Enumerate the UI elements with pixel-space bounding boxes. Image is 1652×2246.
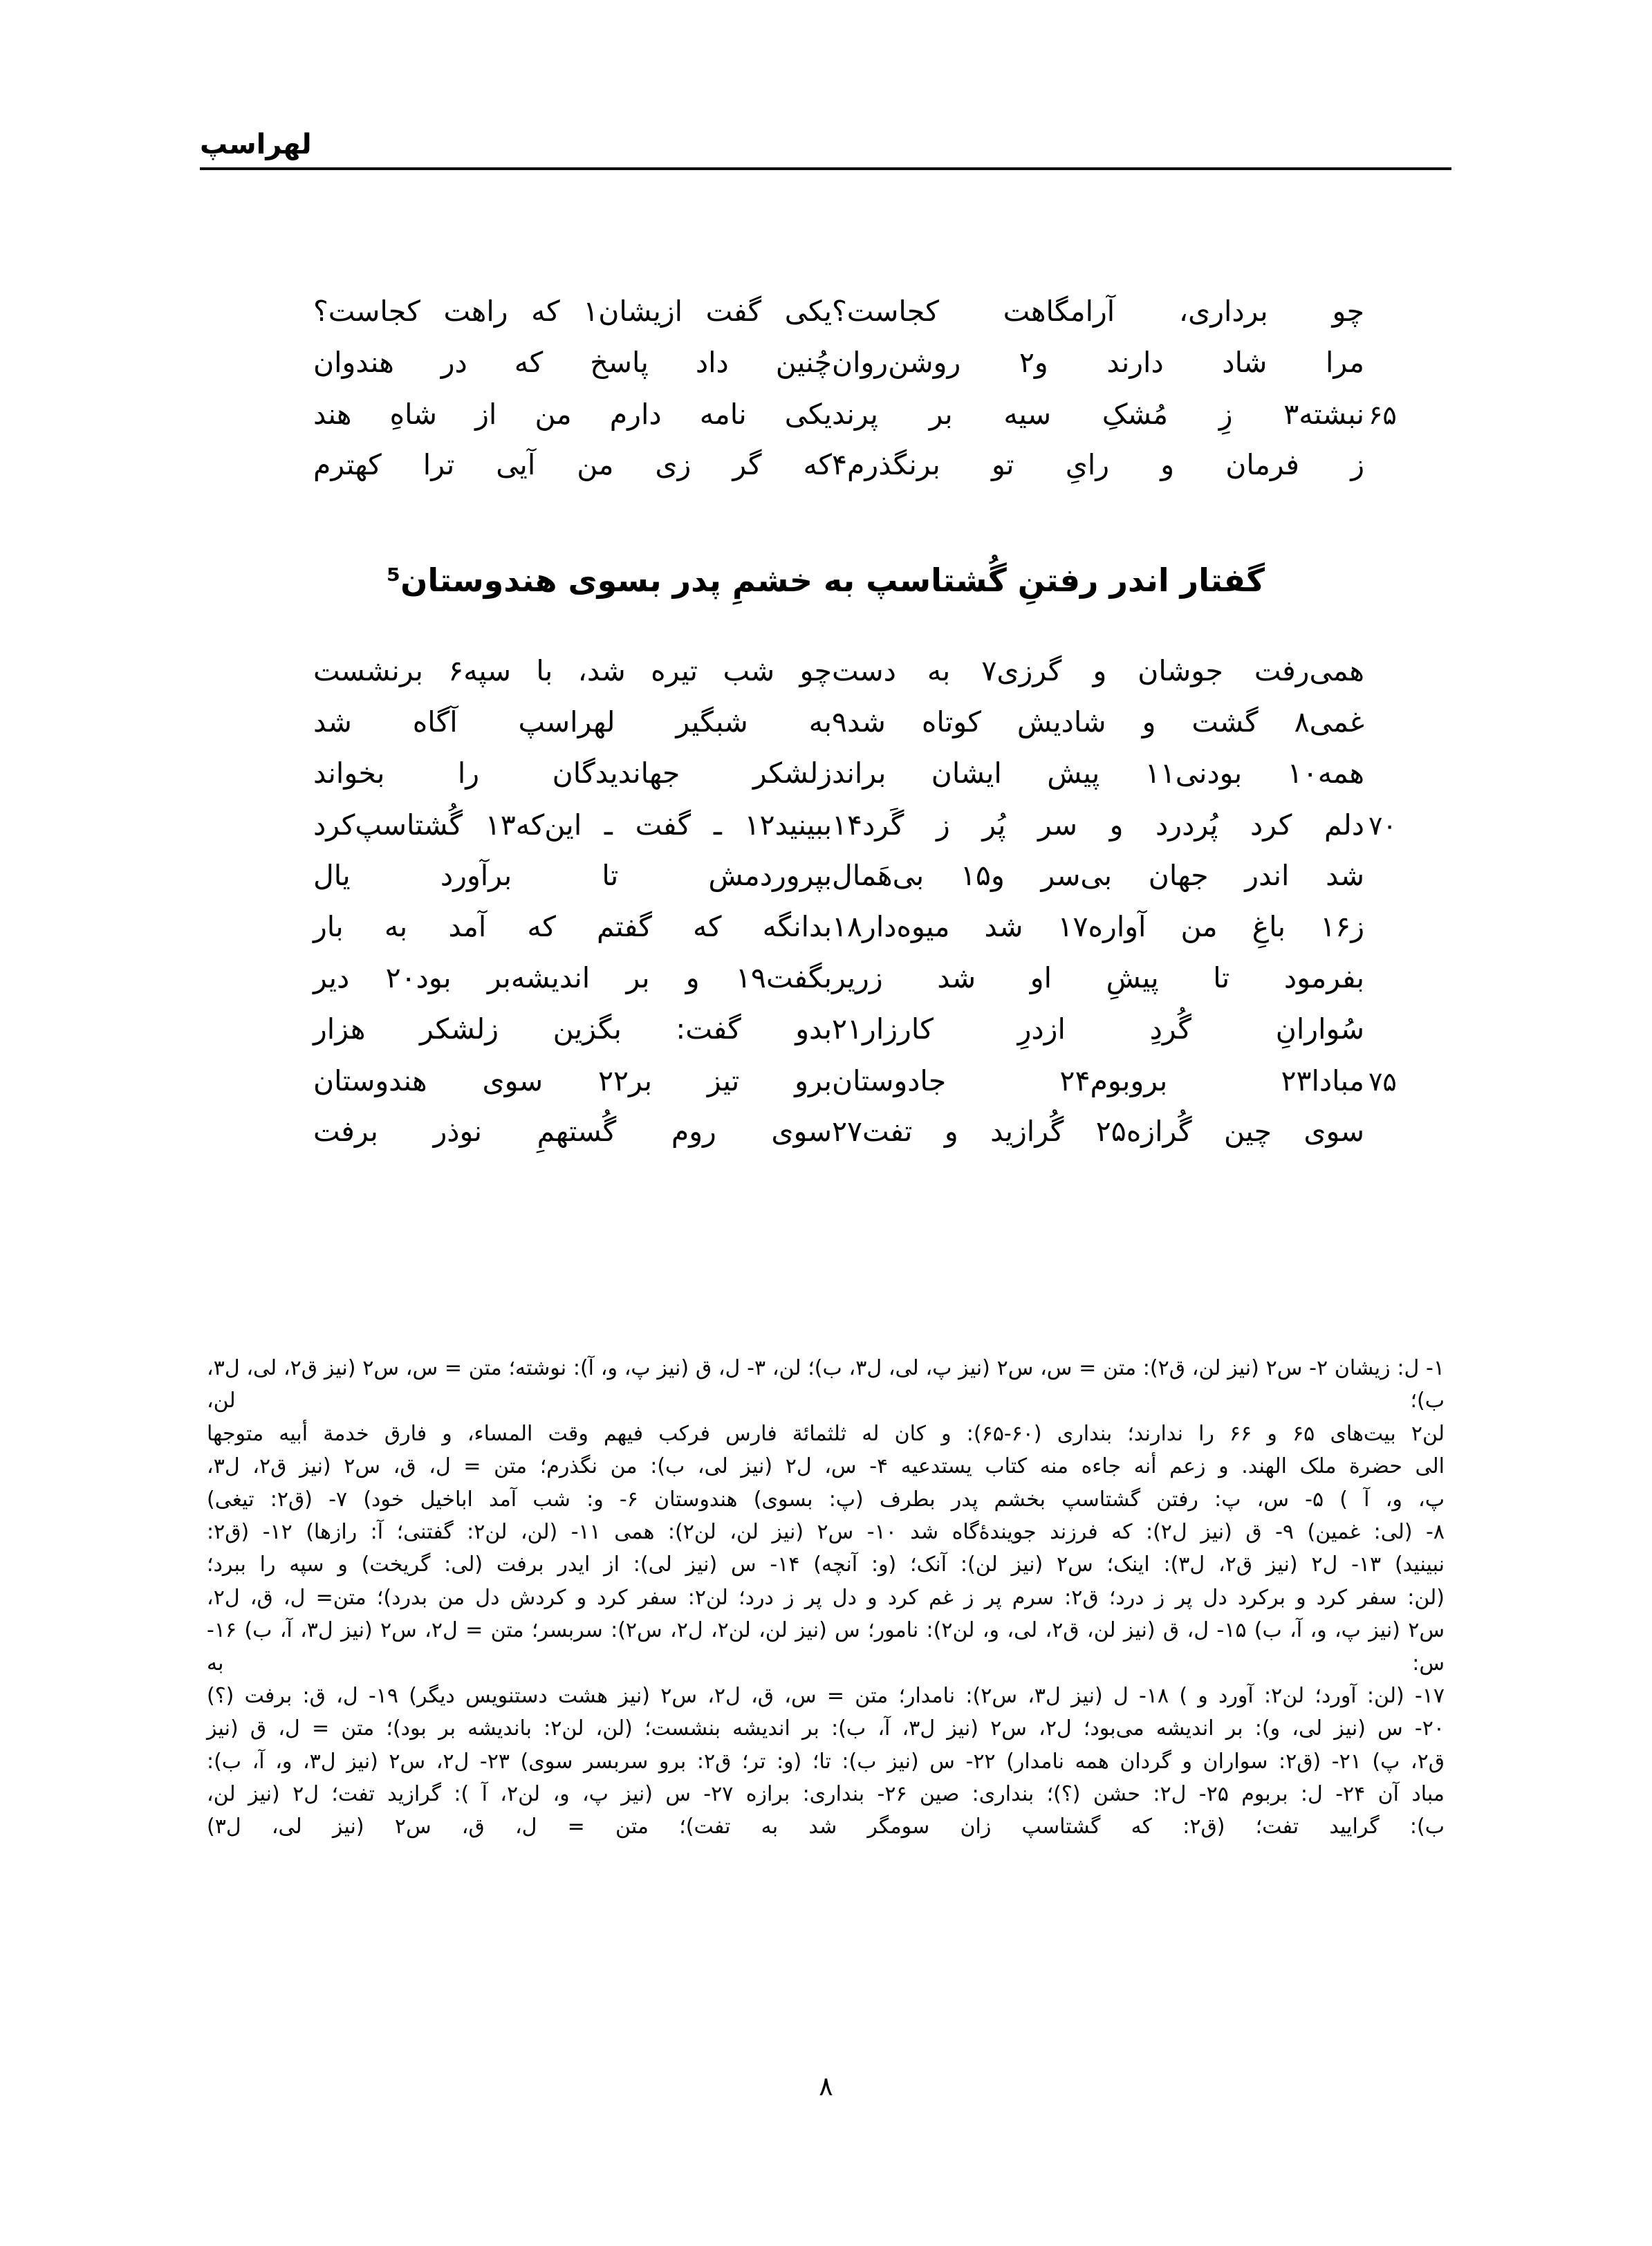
verse-line [200,297,1451,349]
hemistich-right: به شبگیر لهراسپ آگاه شد [313,705,832,739]
verse-line [200,810,1451,862]
verse-number: ۶۵ [1368,400,1397,430]
hemistich-right: بپروردمش تا برآورد یال [313,859,832,892]
hemistich-right: چُنین داد پاسخ که در هندوان [313,346,832,379]
apparatus-line: س۲ (نیز پ، و، آ، ب) ۱۵- ل، ق (نیز لن، ق۲، لی، و، لن۲): نامور؛ س (نیز لن، لن۲، ل۲، س۲): سربسر؛ متن = ل۲، س۲ (نیز ل۳، آ، ب) ۱۶- س: به [207,1618,1445,1676]
verse-line [200,705,1451,759]
verse-line [200,1117,1451,1169]
verse-line [200,961,1451,1015]
verse-line [200,1012,1451,1066]
apparatus-line: ق۲، پ) ۲۱- (ق۲: سواران و گردان همه نامدار) ۲۲- س (نیز ب): تا؛ (و: تر؛ ق۲: برو سربسر سوی) ۲۳- ل۲، س۲ (نیز ل۳، و، آ، ب): [207,1749,1445,1774]
hemistich-left: مبادا۲۳ بروبوم۲۴ جادوستان [832,1064,1364,1097]
apparatus-line: ب): گرایید تفت؛ (ق۲: که گشتاسپ زان سومگر شد به تفت)؛ متن = ل، ق، س۲ (نیز لی، ل۳) [207,1815,1445,1839]
hemistich-left: مرا شاد دارند و۲ روشن‌روان [832,346,1364,379]
hemistich-left: سوی چین گُرازه۲۵ گُرازید و تفت۲۷ [832,1115,1364,1148]
hemistich-right: یکی نامه دارم من از شاهِ هند [313,398,832,431]
verse-line [200,448,1451,502]
verse-block-stanza-two [200,654,1451,1169]
verse-line [200,910,1451,964]
hemistich-right: زلشکر جهاندیدگان را بخواند [313,757,832,790]
apparatus-line: نبینید) ۱۳- ل۲ (نیز ق۲، ل۳): اینک؛ س۲ (نیز لن): آنک؛ (و: آنچه) ۱۴- س (نیز لی): از ایدر برفت (لی: گریخت) و سپه را ببرد؛ [207,1552,1445,1577]
apparatus-line: ۱۷- (لن: آورد؛ لن۲: آورد و ) ۱۸- ل (نیز ل۳، س۲): نامدار؛ متن = س، ق، ل۲، س۲ (نیز هشت دستنویس دیگر) ۱۹- ل، ق: برفت (؟) [207,1683,1445,1708]
verse-line [200,346,1451,400]
hemistich-right: سوی روم گُستهمِ نوذر برفت [313,1115,832,1148]
apparatus-criticus [207,1352,1445,1844]
verse-number: ۷۵ [1368,1066,1397,1097]
hemistich-right: بدو گفت: بگزین زلشکر هزار [313,1012,832,1046]
hemistich-left: شد اندر جهان بی‌سر و۱۵ بی‌هَمال [832,859,1364,892]
hemistich-right: یکی گفت ازیشان۱ که راهت کجاست؟ [313,295,832,328]
hemistich-left: ز۱۶ باغِ من آواره۱۷ شد میوه‌دار۱۸ [832,910,1364,943]
verse-line [200,759,1451,810]
hemistich-left: بفرمود تا پیشِ او شد زریر [832,961,1364,994]
hemistich-left: همه۱۰ بودنی۱۱ پیش ایشان براند [832,757,1364,790]
apparatus-line: ۸- (لی: غمین) ۹- ق (نیز ل۲): که فرزند جویندهٔ‌گاه شد ۱۰- س۲ (نیز لن، لن۲): همی ۱۱- (لن، لن۲: گفتنی؛ آ: رازها) ۱۲- (ق۲: [207,1519,1445,1544]
hemistich-left: نبشته۳ زِ مُشکِ سیه بر پرند [832,398,1364,431]
apparatus-line: ۱- ل: زیشان ۲- س۲ (نیز لن، ق۲): متن = س، س۲ (نیز پ، لی، ل۳، ب)؛ لن، ۳- ل، ق (نیز پ، و، آ): نوشته؛ متن = س، س۲ (نیز ق۲، لی، ل۳، ب)؛ لن، [207,1356,1445,1413]
hemistich-right: چو شب تیره شد، با سپه۶ برنشست [313,654,832,687]
running-head [200,129,1451,170]
hemistich-left: دلم کرد پُردرد و سر پُر ز گَرد۱۴ [832,808,1364,842]
verse-line [200,1066,1451,1117]
section-heading: گفتار اندر رفتنِ گُشتاسپ به خشمِ پدر بسوی هندوستان⁵ [386,562,1265,599]
verse-line [200,859,1451,913]
hemistich-left: ز فرمان و رایِ تو برنگذرم۴ [832,448,1364,481]
hemistich-right: بگفت۱۹ و بر اندیشه‌بر بود۲۰ دیر [313,961,833,994]
hemistich-left: سُوارانِ گُردِ ازدرِ کارزار۲۱ [832,1012,1364,1046]
apparatus-line: مباد آن ۲۴- ل: بربوم ۲۵- ل۲: حشن (؟)؛ بنداری: صین ۲۶- بنداری: برازه ۲۷- س (نیز پ، و، لن۲، آ ): گرازید تفت؛ ل۲ (نیز لن، [207,1782,1445,1807]
verse-number: ۷۰ [1368,810,1397,841]
header-divider-rule [200,167,1451,170]
hemistich-right: برو تیز بر۲۲ سوی هندوستان [313,1064,832,1097]
hemistich-left: غمی۸ گشت و شادیش کوتاه شد۹ [832,705,1364,739]
verse-line [200,654,1451,708]
apparatus-line: الی حضرة ملک الهند. و زعم أنه جاءه منه کتاب یستدعیه ۴- س، ل۲ (نیز لی، ب): من نگذرم؛ متن = ل، ق، س۲ (نیز ق۲، ل۳، [207,1454,1445,1479]
verse-block-stanza-one [200,297,1451,502]
apparatus-line: (لن: سفر کرد و برکرد دل پر ز درد؛ ق۲: سرم پر ز غم کرد و دل پر ز درد؛ لن۲: سفر کرد و کردش دل من بدرد)؛ متن= ل، ق، ل۲، [207,1585,1445,1610]
page-number: ۸ [819,2071,833,2101]
hemistich-right: ببینید۱۲ ـ گفت ـ این‌که۱۳ گُشتاسپ‌کرد [313,808,832,842]
apparatus-line: ۲۰- س (نیز لی، و): بر اندیشه می‌بود؛ ل۲، س۲ (نیز ل۳، آ، ب): بر اندیشه بنشست؛ (لن، لن۲: باندیشه بر بود)؛ متن = ل، ق (نیز [207,1716,1445,1741]
hemistich-right: که گر زی من آیی ترا کهترم [313,448,832,481]
hemistich-left: همی‌رفت جوشان و گرزی۷ به دست [832,654,1364,687]
hemistich-right: بدانگه که گفتم که آمد به بار [313,910,832,943]
apparatus-line: لن۲ بیت‌های ۶۵ و ۶۶ را ندارند؛ بنداری (۶۰-۶۵): و کان له ثلثمائة فارس فرکب فیهم وقت المساء، و فارق خدمة أبیه متوجها [207,1421,1445,1446]
running-head-title: لهراسپ [200,129,312,160]
verse-line [200,400,1451,451]
hemistich-left: چو برداری، آرامگاهت کجاست؟ [832,295,1364,328]
apparatus-line: پ، و، آ ) ۵- س، پ: رفتن گشتاسپ بخشم پدر بطرف (پ: بسوی) هندوستان ۶- و: شب آمد اباخیل خود) ۷- (ق۲: تیغی) [207,1487,1445,1512]
